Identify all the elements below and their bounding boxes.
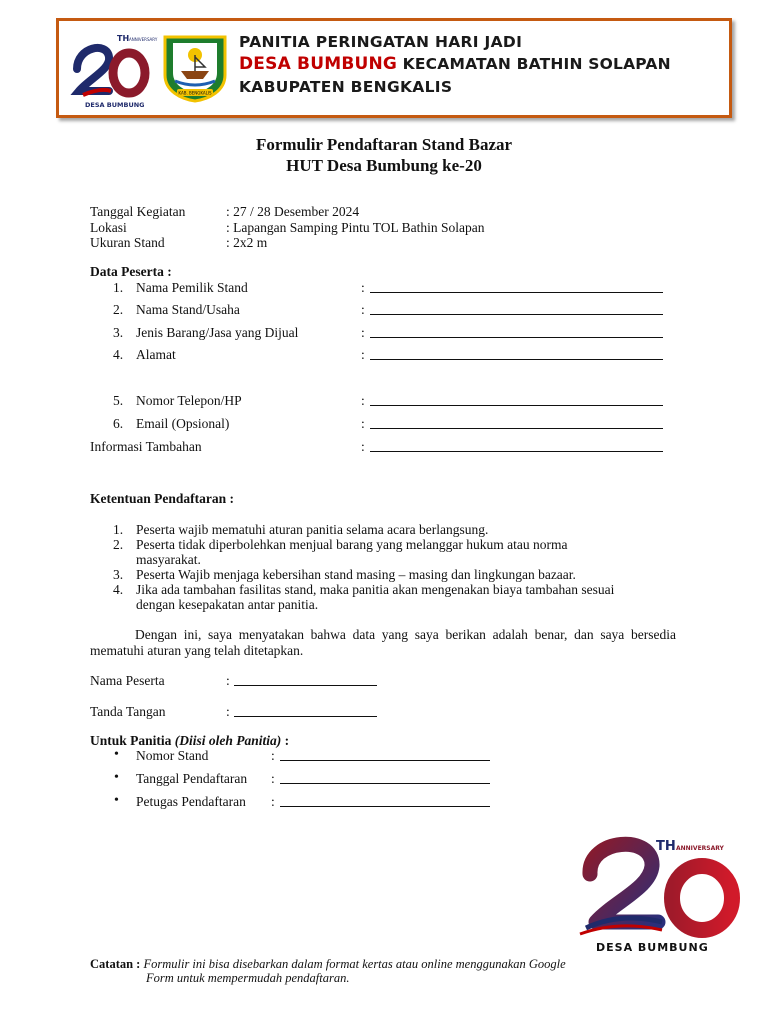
emblem-caption: KAB. BENGKALIS (178, 90, 212, 96)
field-number: 2. (113, 302, 124, 317)
stand-size-label: Ukuran Stand (90, 235, 165, 250)
bullet-icon: • (114, 747, 119, 762)
note-text: Formulir ini bisa disebarkan dalam format kertas atau online menggunakan Google (143, 957, 566, 971)
field-label-owner-name: Nama Pemilik Stand (136, 280, 248, 295)
registration-date-input-line[interactable] (280, 783, 490, 784)
anniversary-20-logo-large (578, 830, 748, 955)
participant-name-input-line[interactable] (234, 685, 377, 686)
field-colon: : (361, 393, 365, 408)
field-colon: : (361, 325, 365, 340)
field-label-email: Email (Opsional) (136, 416, 230, 431)
committee-item-registration-date: Tanggal Pendaftaran (136, 771, 248, 786)
location-value: : Lapangan Samping Pintu TOL Bathin Solapan (226, 220, 485, 235)
phone-input-line[interactable] (370, 405, 663, 406)
note-line (90, 957, 566, 972)
field-colon: : (271, 794, 275, 809)
committee-heading (90, 733, 289, 749)
rule-item: Peserta tidak diperbolehkan menjual barang yang melanggar hukum atau norma (136, 537, 568, 552)
logo-caption: DESA BUMBUNG (85, 101, 145, 109)
rule-item: Peserta Wajib menjaga kebersihan stand masing – masing dan lingkungan bazaar. (136, 567, 576, 582)
committee-item-registration-officer: Petugas Pendaftaran (136, 794, 246, 809)
bullet-icon: • (114, 770, 119, 785)
address-input-line[interactable] (370, 359, 663, 360)
committee-heading-note: (Diisi oleh Panitia) (174, 733, 282, 748)
field-label-business-name: Nama Stand/Usaha (136, 302, 240, 317)
regency-name: KABUPATEN BENGKALIS (239, 78, 453, 96)
stand-size-value: : 2x2 m (226, 235, 268, 250)
event-date-label: Tanggal Kegiatan (90, 204, 186, 219)
committee-heading-colon: : (281, 733, 290, 748)
stand-number-input-line[interactable] (280, 760, 490, 761)
rule-number: 1. (113, 522, 124, 537)
field-label-address: Alamat (136, 347, 176, 362)
email-input-line[interactable] (370, 428, 663, 429)
bullet-icon: • (114, 793, 119, 808)
committee-item-stand-number: Nomor Stand (136, 748, 209, 763)
rules-heading: Ketentuan Pendaftaran : (90, 491, 234, 506)
field-number: 4. (113, 347, 124, 362)
field-colon: : (361, 439, 365, 454)
field-colon: : (361, 280, 365, 295)
rule-number: 2. (113, 537, 124, 552)
statement-paragraph: Dengan ini, saya menyatakan bahwa data yang saya berikan adalah benar, dan saya bersedia mematuhi aturan yang telah ditetapkan. (90, 627, 676, 658)
business-name-input-line[interactable] (370, 314, 663, 315)
rule-item: Peserta wajib mematuhi aturan panitia selama acara berlangsung. (136, 522, 489, 537)
regency-emblem (159, 31, 231, 103)
owner-name-input-line[interactable] (370, 292, 663, 293)
field-colon: : (361, 416, 365, 431)
field-colon: : (271, 748, 275, 763)
field-label-phone: Nomor Telepon/HP (136, 393, 242, 408)
registration-officer-input-line[interactable] (280, 806, 490, 807)
field-colon: : (271, 771, 275, 786)
note-line-continuation (146, 971, 349, 986)
form-title: Formulir Pendaftaran Stand Bazar (255, 135, 513, 154)
field-colon: : (226, 673, 230, 688)
additional-info-input-line[interactable] (370, 451, 663, 452)
logo-th-text: TH (117, 34, 130, 43)
footer-logo-anniversary-text: ANNIVERSARY (676, 845, 724, 852)
logo-anniversary-text: ANNIVERSARY (129, 37, 158, 42)
participant-heading: Data Peserta : (90, 264, 172, 279)
field-number: 6. (113, 416, 124, 431)
village-district-line (239, 54, 671, 74)
participant-name-label: Nama Peserta (90, 673, 165, 688)
note-label: Catatan : (90, 957, 141, 971)
letterhead (56, 18, 732, 118)
rule-number: 3. (113, 567, 124, 582)
rule-number: 4. (113, 582, 124, 597)
committee-title: PANITIA PERINGATAN HARI JADI (239, 33, 523, 51)
rule-item-continuation: masyarakat. (136, 552, 201, 567)
anniversary-20-logo (67, 29, 158, 109)
event-date-value: : 27 / 28 Desember 2024 (226, 204, 360, 219)
signature-input-line[interactable] (234, 716, 377, 717)
footer-logo-caption: DESA BUMBUNG (596, 941, 709, 954)
footer-logo-th-text: TH (656, 839, 676, 854)
signature-label: Tanda Tangan (90, 704, 166, 719)
goods-type-input-line[interactable] (370, 337, 663, 338)
note-text-continuation: Form untuk mempermudah pendaftaran. (146, 971, 350, 985)
form-subtitle: HUT Desa Bumbung ke-20 (286, 156, 482, 175)
field-number: 5. (113, 393, 124, 408)
rule-item-continuation: dengan kesepakatan antar panitia. (136, 597, 319, 612)
field-label-additional-info: Informasi Tambahan (90, 439, 202, 454)
committee-heading-text: Untuk Panitia (90, 733, 175, 748)
field-colon: : (226, 704, 230, 719)
field-colon: : (361, 302, 365, 317)
field-number: 1. (113, 280, 124, 295)
field-label-goods-type: Jenis Barang/Jasa yang Dijual (136, 325, 299, 340)
village-name: DESA BUMBUNG (239, 54, 398, 74)
field-number: 3. (113, 325, 124, 340)
location-label: Lokasi (90, 220, 127, 235)
rule-item: Jika ada tambahan fasilitas stand, maka panitia akan mengenakan biaya tambahan sesuai (136, 582, 615, 597)
field-colon: : (361, 347, 365, 362)
district-name: KECAMATAN BATHIN SOLAPAN (397, 55, 671, 73)
